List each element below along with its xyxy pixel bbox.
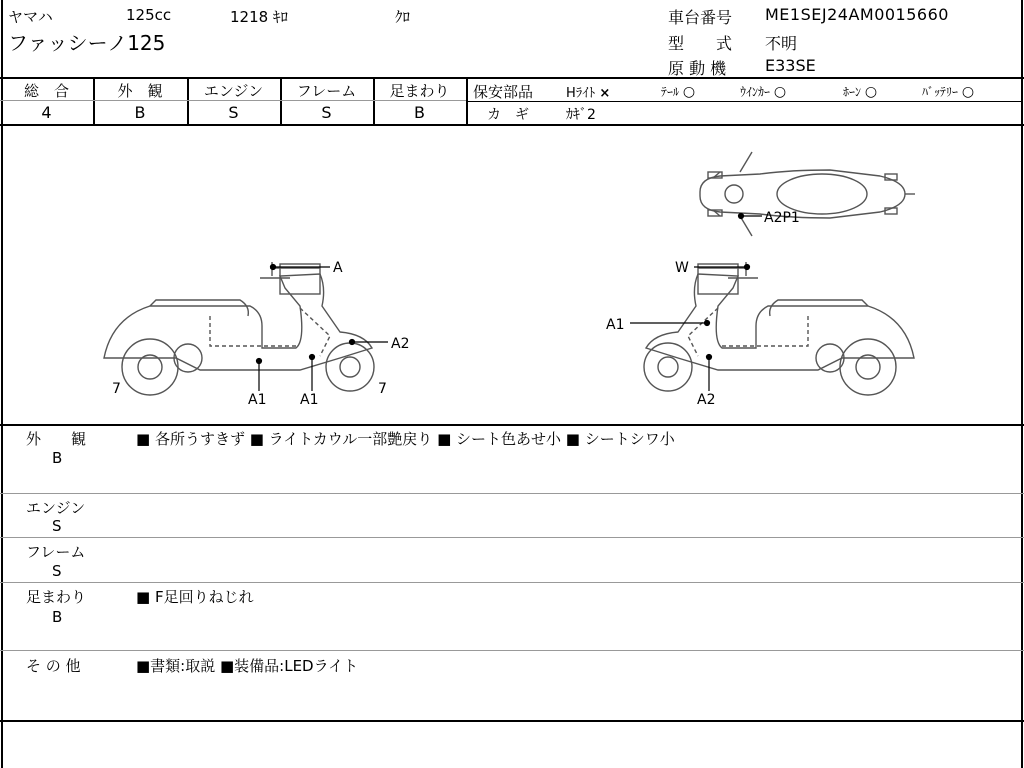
type-value: 不明 [765, 34, 798, 53]
safety-winker-status: ○ [773, 84, 787, 100]
safety-horn-label: ﾎｰﾝ [843, 85, 862, 99]
engine-label: 原 動 機 [668, 59, 727, 78]
label-left-a1b: A1 [300, 392, 319, 408]
line-header-bottom [0, 77, 1024, 79]
remark-text-exterior: ■ 各所うすきず ■ ライトカウル一部艶戻り ■ シート色あせ小 ■ シートシワ小 [136, 430, 675, 448]
engine-value: E33SE [765, 56, 816, 75]
safety-tail-label: ﾃｰﾙ [661, 85, 680, 99]
grade-value-exterior: B [134, 103, 146, 122]
remark-sep-1 [0, 493, 1024, 494]
remark-label-frame: フレーム [26, 543, 86, 561]
grade-value-overall: 4 [41, 103, 52, 122]
safety-battery [922, 83, 974, 100]
label-left-a2: A2 [391, 336, 410, 352]
frame-no-label: 車台番号 [668, 8, 733, 27]
safety-battery-status: ○ [961, 84, 975, 100]
damage-diagram [0, 126, 1024, 424]
color: ｸﾛ [395, 8, 411, 26]
frame-no: ME1SEJ24AM0015660 [765, 5, 949, 24]
grade-label-frame: フレーム [296, 82, 357, 100]
displacement: 125cc [126, 6, 172, 24]
safety-horn [843, 83, 877, 100]
label-left-7b: 7 [378, 381, 387, 397]
remark-text-suspension: ■ F足回りねじれ [136, 588, 254, 606]
safety-headlight-status: × [599, 86, 611, 101]
label-left-7a: 7 [112, 381, 121, 397]
safety-tail-status: ○ [682, 84, 696, 100]
line-other-bottom [0, 720, 1024, 722]
grade-value-engine: S [228, 103, 239, 122]
maker: ヤマハ [8, 8, 53, 26]
remark-sep-2 [0, 537, 1024, 538]
safety-headlight-label: Hﾗｲﾄ [566, 86, 596, 101]
line-diagram-bottom [0, 424, 1024, 426]
remark-grade-engine: S [52, 517, 62, 535]
grade-value-suspension: B [414, 103, 425, 122]
type-label: 型 式 [668, 34, 733, 53]
key-label: カ ギ [487, 107, 529, 123]
remark-grade-exterior: B [52, 449, 63, 467]
remark-text-other: ■書類:取説 ■装備品:LEDライト [136, 657, 359, 675]
remark-sep-4 [0, 650, 1024, 651]
remark-grade-suspension: B [52, 608, 63, 626]
scooter-left-view [104, 262, 374, 395]
label-left-a1a: A1 [248, 392, 267, 408]
grade-label-exterior: 外 観 [117, 82, 163, 100]
grade-label-engine: エンジン [203, 82, 264, 100]
safety-title: 保安部品 [473, 83, 534, 101]
label-left-a: A [333, 260, 343, 276]
safety-headlight [566, 82, 610, 101]
model-name: ファッシーノ125 [8, 31, 166, 55]
safety-winker [740, 83, 786, 100]
scooter-right-view [644, 262, 914, 395]
remark-label-exterior: 外 観 [26, 430, 87, 448]
grade-label-suspension: 足まわり [389, 82, 450, 100]
remark-grade-frame: S [52, 562, 62, 580]
grade-label-overall: 総 合 [23, 82, 69, 100]
label-right-a1: A1 [606, 317, 625, 333]
remark-sep-3 [0, 582, 1024, 583]
safety-mid-line [466, 101, 1022, 102]
key-value: ｶｷﾞ2 [566, 107, 596, 123]
grade-value-frame: S [321, 103, 332, 122]
label-right-a2: A2 [697, 392, 716, 408]
label-right-w: W [675, 260, 689, 276]
safety-horn-status: ○ [864, 84, 878, 100]
safety-tail [661, 83, 695, 100]
scooter-top-view [700, 152, 915, 236]
mileage: 1218 ｷﾛ [230, 8, 288, 26]
safety-battery-label: ﾊﾞｯﾃﾘｰ [922, 85, 959, 99]
remark-label-suspension: 足まわり [26, 588, 87, 606]
remark-label-other: そ の 他 [26, 657, 81, 675]
remark-label-engine: エンジン [26, 499, 86, 517]
safety-winker-label: ｳｲﾝｶｰ [740, 85, 771, 99]
label-top-a2p1: A2P1 [764, 210, 800, 226]
